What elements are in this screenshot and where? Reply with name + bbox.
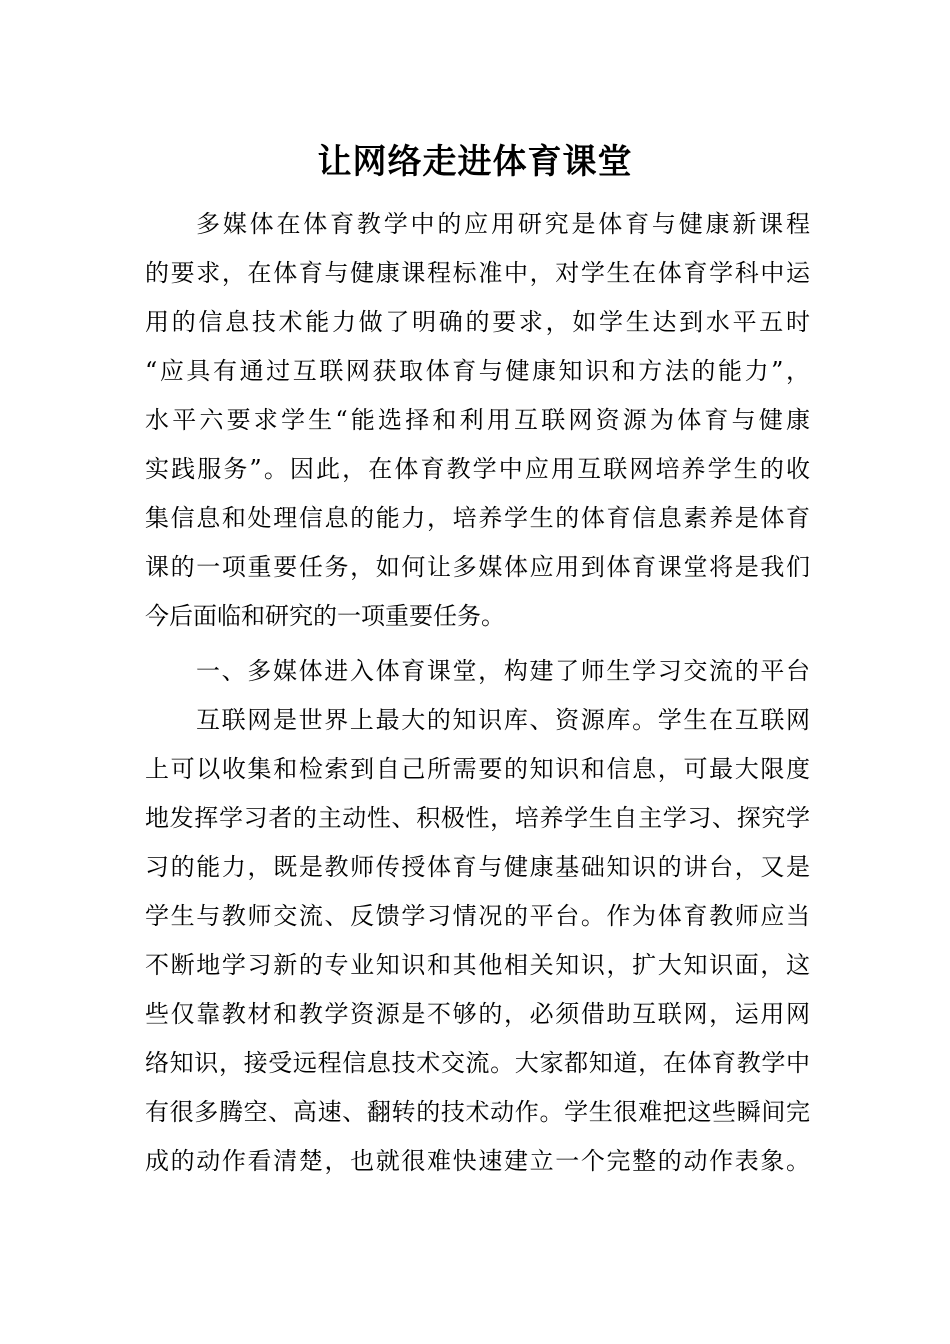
paragraph-line: 有很多腾空、高速、翻转的技术动作。学生很难把这些瞬间完 xyxy=(145,1098,810,1126)
paragraph-line: 今后面临和研究的一项重要任务。 xyxy=(145,602,505,630)
paragraph-line: 多媒体在体育教学中的应用研究是体育与健康新课程 xyxy=(196,210,810,238)
paragraph-line: 实践服务”。因此，在体育教学中应用互联网培养学生的收 xyxy=(145,455,810,483)
paragraph-line: 习的能力，既是教师传授体育与健康基础知识的讲台，又是 xyxy=(145,853,810,881)
paragraph-line: 地发挥学习者的主动性、积极性，培养学生自主学习、探究学 xyxy=(145,804,810,832)
paragraph-line: 课的一项重要任务，如何让多媒体应用到体育课堂将是我们 xyxy=(145,553,810,581)
paragraph-line: 集信息和处理信息的能力，培养学生的体育信息素养是体育 xyxy=(145,504,810,532)
document-title: 让网络走进体育课堂 xyxy=(317,142,633,182)
paragraph-line: 水平六要求学生“能选择和利用互联网资源为体育与健康 xyxy=(145,406,810,434)
paragraph-line: 些仅靠教材和教学资源是不够的，必须借助互联网，运用网 xyxy=(145,1000,810,1028)
paragraph-line: 互联网是世界上最大的知识库、资源库。学生在互联网 xyxy=(196,706,810,734)
paragraph-line: 学生与教师交流、反馈学习情况的平台。作为体育教师应当 xyxy=(145,902,810,930)
paragraph-line: 不断地学习新的专业知识和其他相关知识，扩大知识面，这 xyxy=(145,951,810,979)
paragraph-line: 成的动作看清楚，也就很难快速建立一个完整的动作表象。 xyxy=(145,1147,810,1175)
paragraph-line: 的要求，在体育与健康课程标准中，对学生在体育学科中运 xyxy=(145,259,810,287)
paragraph-line: 络知识，接受远程信息技术交流。大家都知道，在体育教学中 xyxy=(145,1049,810,1077)
paragraph-line: “应具有通过互联网获取体育与健康知识和方法的能力”， xyxy=(145,357,810,385)
section-heading: 一、多媒体进入体育课堂，构建了师生学习交流的平台 xyxy=(196,657,810,685)
paragraph-line: 上可以收集和检索到自己所需要的知识和信息，可最大限度 xyxy=(145,755,810,783)
paragraph-line: 用的信息技术能力做了明确的要求，如学生达到水平五时 xyxy=(145,308,810,336)
